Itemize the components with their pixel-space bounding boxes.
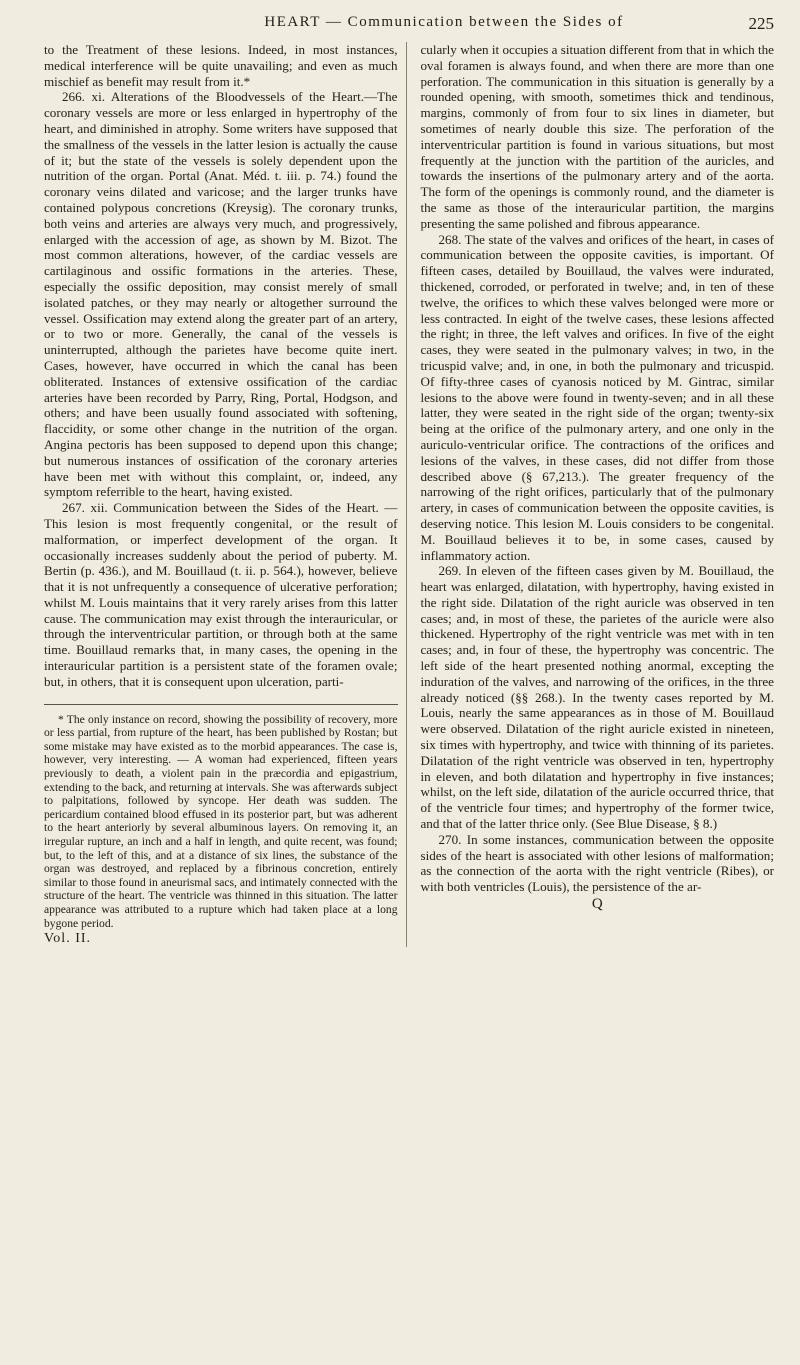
running-title: HEART — Communication between the Sides of [264,14,624,30]
footnote: * The only instance on record, showing the possibility of recovery, more or less partial, from rupture of the heart, has been published by Rostan; but some mistake may have existed as to the morbid appearances. The case is, however, very interesting. — A woman had experienced, fifteen years previously to death, a violent pain in the præcordia and epigastrium, extending to the back, and returning at intervals. She was afterwards subject to palpitations, followed by syncope. Her death was sudden. The pericardium contained blood effused in its posterior part, but was adherent to the heart anteriorly by several albuminous layers. On removing it, an irregular rupture, an inch and a half in length, and quite recent, was found; but, to the left of this, and at a distance of six lines, the substance of the organ was destroyed, and replaced by a fibrinous concretion, entirely similar to those found in aneurismal sacs, and intimately connected with the structure of the heart. The ventricle was thinned in this situation. The latter appearance was attributed to a rupture which had taken place at a long bygone period. [44,712,398,930]
running-head [44,14,774,40]
footnote-rule [44,704,398,705]
paragraph-267: 267. xii. Communication between the Sides of the Heart. — This lesion is most frequently congenital, or the result of malformation, or imperfect development of the organ. It occasionally increases suddenly about the period of puberty. M. Bertin (p. 436.), and M. Bouillaud (t. ii. p. 564.), however, believe that it is not unfrequently a consequence of ulcerative perforation; whilst M. Louis maintains that it very rarely arises from this latter cause. The communication may exist through the interauricular, or through the interventricular partition, or through both at the same time. Bouillaud remarks that, in many cases, the opening in the interauricular partition is a persistent state of the foramen ovale; but, in others, that it is consequent upon ulceration, parti- [44,500,398,689]
left-column [44,42,407,947]
text-columns [44,42,774,947]
right-column [421,42,775,947]
paragraph-266: 266. xi. Alterations of the Bloodvessels of the Heart.—The coronary vessels are more or less enlarged in hypertrophy of the heart, and diminished in atrophy. Some writers have supposed that the smallness of the vessels in the latter lesion is actually the cause of it; but the state of the vessels is solely dependent upon the nutrition of the organ. Portal (Anat. Méd. t. iii. p. 74.) found the coronary veins dilated and varicose; and the larger trunks have contained polypous concretions (Kreysig). The coronary trunks, both veins and arteries are always very much, and progressively, enlarged with the accession of age, as shown by M. Bizot. The most common alterations, however, of the cardiac vessels are cartilaginous and ossific formations in the arteries. These, especially the ossific deposition, may consist merely of small isolated patches, or they may nearly or altogether surround the vessel. Ossification may extend along the greater part of an artery, or to two or more. Generally, the canal of the vessels is uninterrupted, although the parietes have become quite inert. Cases, however, have occurred in which the canal has been obliterated. Instances of extensive ossification of the cardiac arteries have been recorded by Parry, Ring, Portal, Hodgson, and others; and have been usually found associated with softening, flaccidity, or some other change in the nutrition of the organ. Angina pectoris has been supposed to depend upon this change; but numerous instances of ossification of the coronary arteries have been met with without this complaint, or, indeed, any symptom referrible to the heart, having existed. [44,89,398,500]
signature-mark: Q [591,896,603,913]
paragraph-269: 269. In eleven of the fifteen cases given by M. Bouillaud, the heart was enlarged, dilatation, with hypertrophy, having existed in the right side. Dilatation of the right auricle was observed in ten cases; and, in most of these, the parietes of the auricle were also thickened. Hypertrophy of the right ventricle was met with in ten cases; and, in four of these, the hypertrophy was concentric. The left side of the heart presented nothing anormal, excepting the induration of the valves, and narrowing of the orifices, in the three already noticed (§§ 268.). In the twenty cases reported by M. Louis, nearly the same appearances as in those of M. Bouillaud were observed. Dilatation of the right auricle existed in nineteen, six times with hypertrophy, and twice with thinning of its parietes. Dilatation of the right ventricle was observed in ten, hypertrophy in eleven, and both dilatation and hypertrophy in five instances; whilst, on the left side, dilatation of the auricle occurred thrice, that of the ventricle four times; and hypertrophy of the former twice, and that of the latter thrice only. (See Blue Disease, § 8.) [420,563,774,832]
volume-signature: Vol. II. [44,931,92,947]
page-number: 225 [748,14,774,33]
paragraph-270: 270. In some instances, communication between the opposite sides of the heart is associated with other lesions of malformation; as the connection of the aorta with the right ventricle (Ribes), or with both ventricles (Louis), the persistence of the ar- [420,831,774,895]
paragraph-267-continued: cularly when it occupies a situation different from that in which the oval foramen is always found, and when there are more than one perforation. The communication in this situation is generally by a rounded opening, with smooth, sometimes thick and tendinous, margins, commonly of from four to six lines in diameter, but sometimes of nearly double this size. The perforation of the interventricular partition is found in various situations, but most frequently at the junction with the partition of the auricles, and towards the insertions of the pulmonary artery and of the aorta. The form of the openings is commonly round, and the diameter is the same as those of the interauricular partition, the margins presenting the same polished and fibrous appearance. [420,42,774,231]
paragraph-268: 268. The state of the valves and orifices of the heart, in cases of communication between the opposite cavities, is important. Of fifteen cases, detailed by Bouillaud, the valves were indurated, thickened, corroded, or perforated in twelve; and, in ten of these twelve, the orifices to which these valves belonged were more or less contracted. In eight of the twelve cases, these lesions affected the right; in three, the left valves and orifices. In five of the eight cases, they were seated in the pulmonary valves; in two, in the tricuspid valve; and, in one, in both the pulmonary and tricuspid. Of fifty-three cases of cyanosis noticed by M. Gintrac, similar lesions to the above were found in twenty-seven; and in all these latter, they were seated in the right side of the organ; twenty-six being at the orifice of the pulmonary artery, and one only in the auriculo-ventricular orifice. The contractions of the orifices and lesions of the valves, in these cases, did not differ from those described above (§ 67,213.). The greater frequency of the narrowing of the right orifices, particularly that of the pulmonary artery, in cases of communication between the opposite cavities, is deserving notice. This lesion M. Louis considers to be congenital. M. Bouillaud believes it to be, in some cases, caused by inflammatory action. [420,231,774,563]
paragraph-treatment: to the Treatment of these lesions. Indeed, in most instances, medical interference will be quite unavailing; and even as much mischief as benefit may result from it.* [44,42,398,89]
